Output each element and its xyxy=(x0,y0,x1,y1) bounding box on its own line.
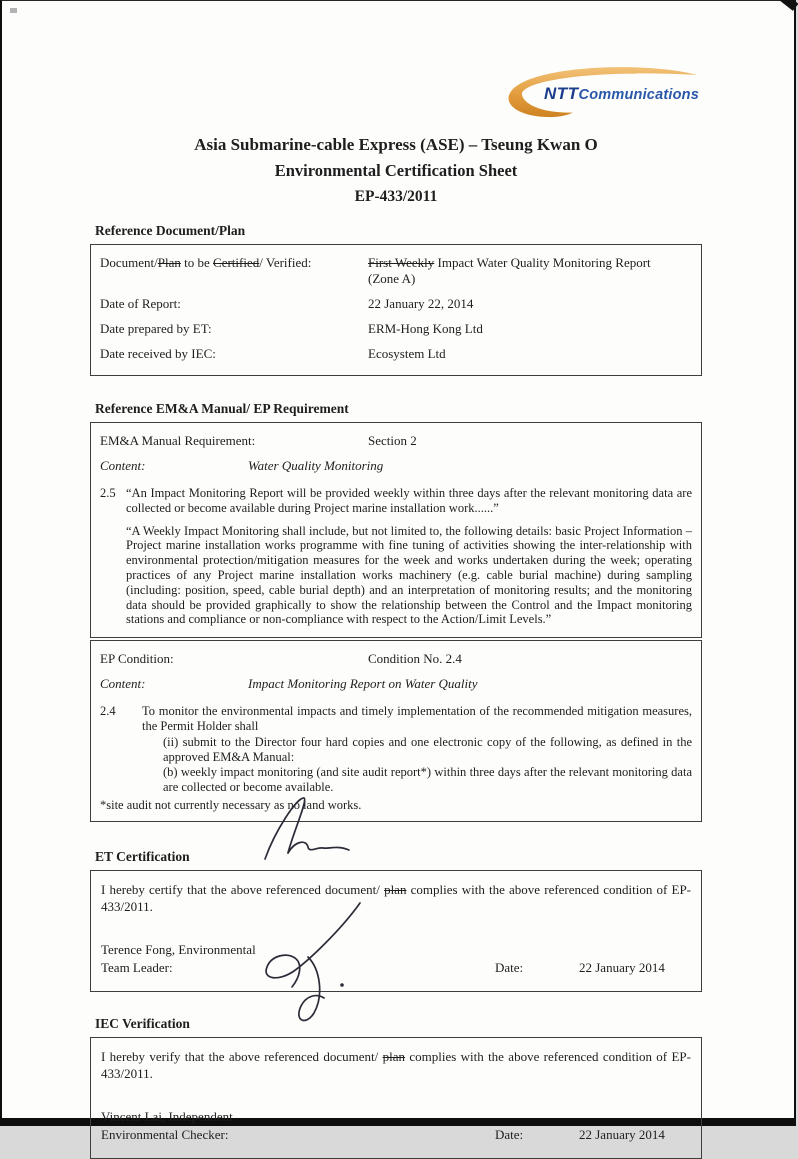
iec-signer-row xyxy=(101,1108,691,1144)
label-struck-plan: Plan xyxy=(157,255,181,270)
clause-2-4-number: 2.4 xyxy=(100,704,116,719)
value-zone: (Zone A) xyxy=(368,271,416,286)
clause-2-5-text: “An Impact Monitoring Report will be provided weekly within three days after the relevant monitoring data are collected or become available during Project marine installation work......” xyxy=(126,486,692,515)
clause-2-5-continued: “A Weekly Impact Monitoring shall include, but not limited to, the following details: basic Project Information – Project marine installation works programme with fine tuning of activities showing the inter-relationship with environmental protection/mitigation measures for the week and works undertaken during the week; operating practices of any Project marine installation works machinery (e.g. cable burial machine) during sampling (including: position, speed, cable burial depth) and an interpretation of monitoring results; and the monitoring data should be provided graphically to show the relationship between the Control and the Impact monitoring stations and compliance or non-compliance with respect to the Action/Limit Levels.” xyxy=(126,523,692,627)
clause-2-4 xyxy=(100,704,692,734)
scan-speck xyxy=(10,8,17,13)
date-of-report-value: 22 January 22, 2014 xyxy=(368,296,474,311)
ep-condition-label: EP Condition: xyxy=(100,651,174,667)
ref-manual-heading: Reference EM&A Manual/ EP Requirement xyxy=(95,401,349,416)
ep-condition-box xyxy=(90,640,702,822)
et-signer-line1: Terence Fong, Environmental xyxy=(101,941,256,957)
manual-requirement-label: EM&A Manual Requirement: xyxy=(100,433,256,448)
clause-2-5 xyxy=(100,486,692,516)
et-signer-line2: Team Leader: xyxy=(101,959,173,975)
title-line-3: EP-433/2011 xyxy=(354,188,438,205)
et-date-value: 22 January 2014 xyxy=(579,959,665,975)
clause-2-4-intro: To monitor the environmental impacts and timely implementation of the recommended mitigation measures, the Permit Holder shall xyxy=(142,704,692,733)
date-received-value: Ecosystem Ltd xyxy=(368,346,446,361)
iec-date-group xyxy=(495,1126,691,1144)
iec-stmt-prefix: I hereby verify that the above referenced document/ xyxy=(101,1048,383,1064)
logo-ntt-label: NTT xyxy=(544,84,579,103)
document-title-block xyxy=(90,131,702,210)
logo-text xyxy=(544,84,699,104)
manual-content-label: Content: xyxy=(100,458,146,473)
et-certification-statement xyxy=(101,881,691,915)
ep-condition-value: Condition No. 2.4 xyxy=(368,651,462,667)
iec-verification-statement xyxy=(101,1048,691,1082)
et-stmt-suffix: complies with the above referenced condition of EP-433/2011. xyxy=(101,881,691,914)
value-struck-first-weekly: First Weekly xyxy=(368,255,435,270)
iec-stmt-struck-plan: plan xyxy=(382,1048,405,1064)
logo-communications-label: Communications xyxy=(578,87,699,103)
et-signer-row xyxy=(101,941,691,977)
iec-verification-box xyxy=(90,1037,702,1159)
date-prepared-row xyxy=(100,317,692,342)
date-received-row xyxy=(100,342,692,367)
ref-doc-box xyxy=(90,244,702,376)
iec-date-label: Date: xyxy=(495,1126,524,1142)
date-of-report-row xyxy=(100,292,692,317)
value-report-name: Impact Water Quality Monitoring Report xyxy=(434,255,651,270)
clause-2-4-item-ii: (ii) submit to the Director four hard copies and one electronic copy of the following, as defined in the approved EM&A Manual: xyxy=(163,734,692,764)
iec-signer-line2: Environmental Checker: xyxy=(101,1126,229,1142)
et-certification-box xyxy=(90,870,702,992)
date-received-label: Date received by IEC: xyxy=(100,346,216,361)
et-stmt-struck-plan: plan xyxy=(384,881,407,897)
ntt-communications-logo xyxy=(500,67,700,117)
manual-requirement-row xyxy=(100,429,692,454)
iec-signer-line1: Vincent Lai, Independent xyxy=(101,1108,233,1124)
manual-requirement-value: Section 2 xyxy=(368,433,417,448)
document-verified-value xyxy=(368,255,692,287)
iec-signer-name xyxy=(101,1108,351,1144)
iec-date-value: 22 January 2014 xyxy=(579,1126,665,1142)
ep-content-row xyxy=(100,672,692,697)
et-certification-heading: ET Certification xyxy=(95,848,190,864)
label-prefix: Document/ xyxy=(100,255,158,270)
date-prepared-label: Date prepared by ET: xyxy=(100,321,212,336)
iec-stmt-suffix: complies with the above referenced condition of EP-433/2011. xyxy=(101,1048,691,1081)
et-date-label: Date: xyxy=(495,959,524,975)
date-prepared-value: ERM-Hong Kong Ltd xyxy=(368,321,483,336)
label-struck-certified: Certified xyxy=(213,255,260,270)
et-stmt-prefix: I hereby certify that the above referenced document/ xyxy=(101,881,385,897)
et-signer-name xyxy=(101,941,351,977)
clause-2-5-number: 2.5 xyxy=(100,486,116,500)
ep-content-value: Impact Monitoring Report on Water Quality xyxy=(248,676,478,692)
ep-condition-row xyxy=(100,647,692,672)
iec-verification-heading: IEC Verification xyxy=(95,1015,190,1031)
document-verified-row xyxy=(100,251,692,292)
label-suffix: / Verified: xyxy=(259,255,312,270)
scan-corner-mark xyxy=(776,0,798,11)
date-of-report-label: Date of Report: xyxy=(100,296,181,311)
site-audit-footnote: *site audit not currently necessary as no land works. xyxy=(100,797,362,812)
emna-manual-box xyxy=(90,422,702,638)
logo-row xyxy=(90,67,700,117)
label-mid: to be xyxy=(180,255,214,270)
ref-doc-heading: Reference Document/Plan xyxy=(95,223,246,238)
manual-content-row xyxy=(100,454,692,479)
et-date-group xyxy=(495,959,691,977)
clause-2-4-item-b: (b) weekly impact monitoring (and site audit report*) within three days after the relevant monitoring data are collected or become available. xyxy=(163,765,692,795)
document-verified-label xyxy=(100,255,368,271)
manual-content-value: Water Quality Monitoring xyxy=(248,458,384,473)
title-line-2: Environmental Certification Sheet xyxy=(274,161,518,180)
ep-content-label: Content: xyxy=(100,676,146,692)
title-line-1: Asia Submarine-cable Express (ASE) – Tseung Kwan O xyxy=(194,135,598,154)
